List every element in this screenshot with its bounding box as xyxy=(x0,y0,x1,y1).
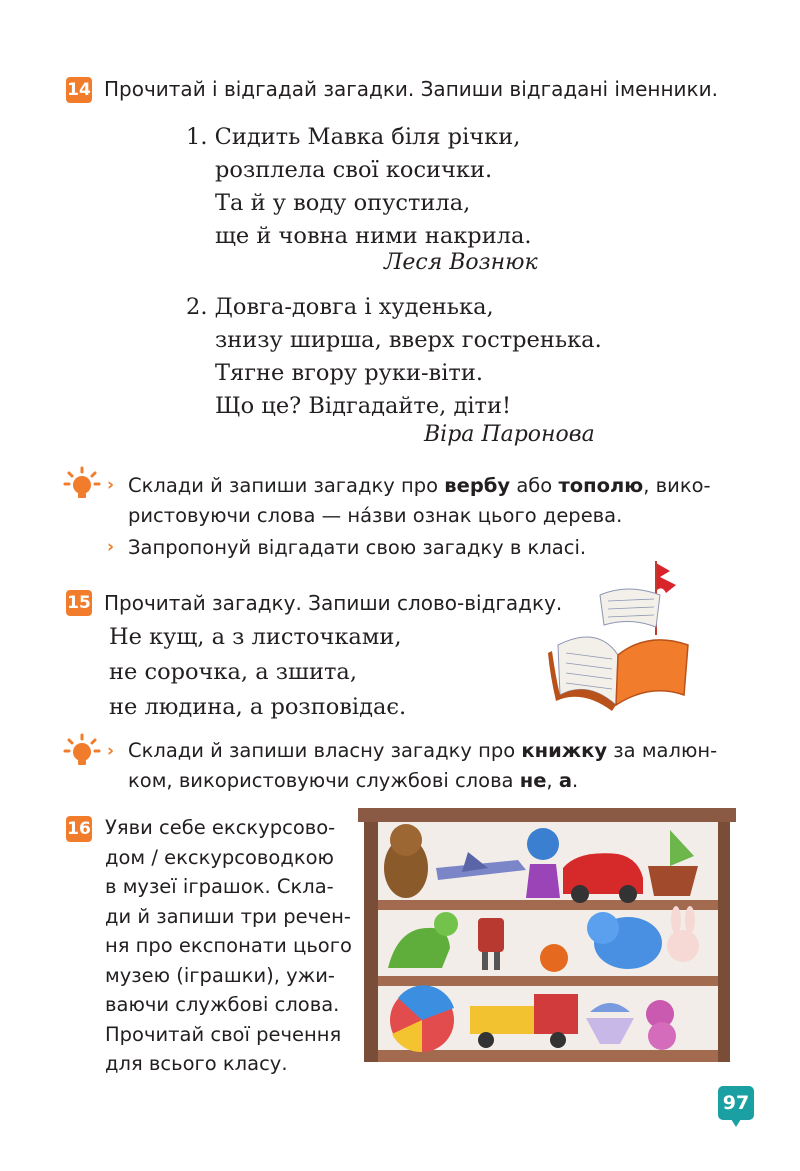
riddle-1-line-4: ще й човна ними накрила. xyxy=(215,223,532,249)
task16-line-8: Прочитай свої речення xyxy=(105,1022,342,1046)
task14-tip-line-1 xyxy=(128,471,711,500)
task16-line-3: в музеї іграшок. Скла- xyxy=(105,875,334,898)
riddle-1-line-1: 1. Сидить Мавка біля річки, xyxy=(186,124,521,150)
task16-line-9: для всього класу. xyxy=(105,1052,288,1075)
tip-text: Склади й запиши загадку про xyxy=(128,474,445,497)
lightbulb-icon xyxy=(62,733,102,767)
task14-instruction: Прочитай і відгадай загадки. Запиши відгадані іменники. xyxy=(104,77,718,101)
tip-text: , вико- xyxy=(643,474,711,497)
tip-text: або xyxy=(510,474,559,497)
arrow-icon: › xyxy=(107,537,115,557)
riddle-3-line-2: не сорочка, а зшита, xyxy=(109,659,357,685)
task14-tip-line-3: Запропонуй відгадати свою загадку в класі. xyxy=(128,536,587,559)
riddle-2 xyxy=(186,291,602,423)
riddle-3-line-3: не людина, а розповідає. xyxy=(109,694,407,720)
riddle-3-line-1: Не кущ, а з листочками, xyxy=(109,624,402,650)
task16-line-7: ваючи службові слова. xyxy=(105,993,340,1016)
tip-text: , xyxy=(546,769,559,792)
tip-bold-word: вербу xyxy=(444,474,511,497)
book-illustration xyxy=(538,555,698,715)
task15-tip-line-1 xyxy=(128,736,717,765)
tip-text: Склади й запиши власну загадку про xyxy=(128,739,522,762)
riddle-1 xyxy=(186,121,532,253)
riddle-2-line-4: Що це? Відгадайте, діти! xyxy=(215,393,512,419)
tip-bold-word: а xyxy=(558,769,572,792)
task16-line-6: музею (іграшки), ужи- xyxy=(105,963,335,987)
tip-text: за малюн- xyxy=(607,739,718,762)
toy-shelf-illustration xyxy=(358,808,736,1063)
tip-bold-word: книжку xyxy=(521,739,608,762)
task16-line-1: Уяви себе екскурсово- xyxy=(105,816,336,839)
riddle-3 xyxy=(109,620,406,725)
task15-instruction: Прочитай загадку. Запиши слово-відгадку. xyxy=(104,591,563,615)
riddle-2-line-1: 2. Довга-довга і худенька, xyxy=(186,294,494,320)
task16-line-5: ня про експонати цього xyxy=(105,934,352,957)
task15-tip-line-2 xyxy=(128,766,578,795)
task-number-15: 15 xyxy=(66,590,92,616)
riddle-2-line-3: Тягне вгору руки-віти. xyxy=(215,360,484,386)
tip-bold-word: не xyxy=(519,769,547,792)
task16-line-4: ди й запиши три речен- xyxy=(105,904,351,928)
tip-text: . xyxy=(572,769,579,792)
riddle-2-line-2: знизу ширша, вверх гостренька. xyxy=(215,327,602,353)
task-number-14: 14 xyxy=(66,77,92,103)
task16-line-2: дом / екскурсоводкою xyxy=(105,845,334,869)
arrow-icon: › xyxy=(107,475,115,495)
lightbulb-icon xyxy=(62,466,102,500)
tip-text: ком, використовуючи службові слова xyxy=(128,769,520,792)
tip-bold-word: тополю xyxy=(558,474,644,497)
task-number-16: 16 xyxy=(66,816,92,842)
riddle-1-author: Леся Вознюк xyxy=(384,250,538,275)
task14-tip-line-2: ристовуючи слова — на́зви ознак цього дерева. xyxy=(128,504,623,527)
page-number: 97 xyxy=(718,1086,754,1120)
riddle-2-author: Віра Паронова xyxy=(424,422,595,447)
riddle-1-line-2: розплела свої косички. xyxy=(215,157,493,183)
arrow-icon: › xyxy=(107,741,115,761)
riddle-1-line-3: Та й у воду опустила, xyxy=(215,190,471,216)
task16-text xyxy=(105,813,352,1079)
